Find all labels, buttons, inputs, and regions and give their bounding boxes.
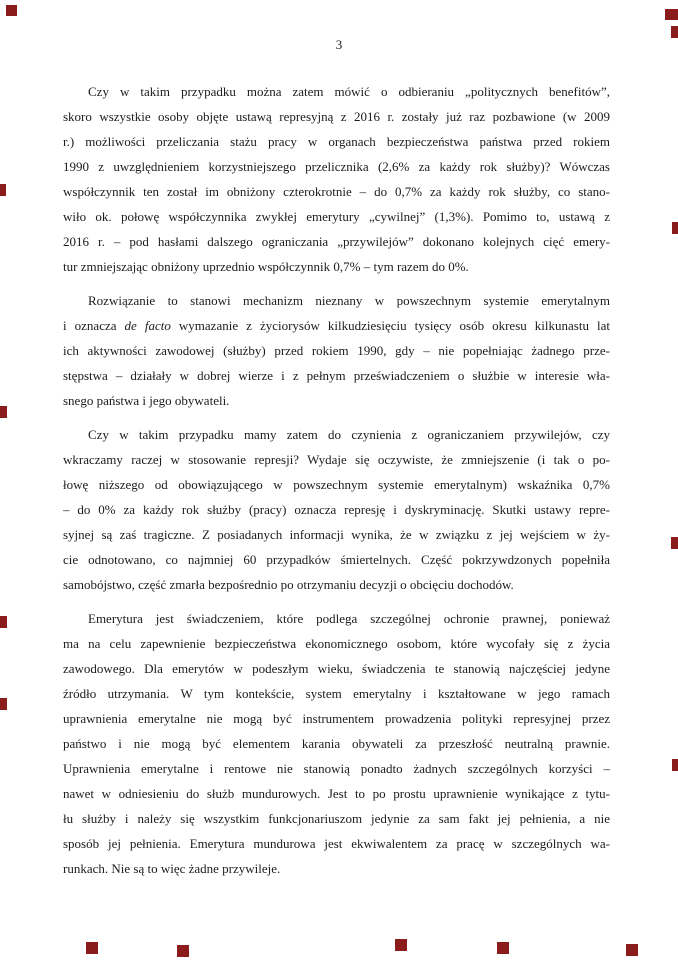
text-line: runkach. Nie są to więc żadne przywileje. (63, 861, 281, 876)
text-line: źródło utrzymania. W tym kontekście, system emerytalny i kształtowane w jego ramach (63, 686, 610, 701)
text-line: syjnej są zaś tragiczne. Z posiadanych informacji wynika, że w związku z jej wejściem w ży- (63, 527, 610, 542)
red-marker (672, 759, 678, 771)
text-line: samobójstwo, część zmarła bezpośrednio po otrzymaniu decyzji o obcięciu dochodów. (63, 577, 514, 592)
text-line: r.) możliwości przeliczania stażu pracy w organach bezpieczeństwa państwa przed rokiem (63, 134, 610, 149)
text-line: Uprawnienia emerytalne i rentowe nie stanowią ponadto żadnych szczególnych korzyści – (63, 761, 610, 776)
red-marker (497, 942, 509, 954)
paragraph (63, 288, 610, 413)
text-line: Emerytura jest świadczeniem, które podlega szczególnej ochronie prawnej, ponieważ (88, 611, 610, 626)
red-marker (671, 26, 678, 38)
red-marker (86, 942, 98, 954)
text-line: zawodowego. Dla emerytów w podeszłym wieku, świadczenia te stanowią najczęściej jedyne (63, 661, 610, 676)
text-segment: i oznacza (63, 318, 125, 333)
red-marker (0, 406, 7, 418)
text-line: 2016 r. – pod hasłami dalszego ograniczania „przywilejów” dokonano kolejnych cięć emery- (63, 234, 610, 249)
text-line (63, 313, 610, 338)
paragraph (63, 79, 610, 279)
text-line: – do 0% za każdy rok służby (pracy) oznacza represję i dyskryminację. Skutki ustawy repre- (63, 502, 610, 517)
text-line: państwo i nie mogą być elementem karania obywateli za przeszłość neutralną prawnie. (63, 736, 610, 751)
text-line: wiło ok. połowę współczynnika zwykłej emerytury „cywilnej” (1,3%). Pomimo to, ustawą z (63, 209, 610, 224)
paragraph (63, 422, 610, 597)
page-number: 3 (335, 37, 343, 52)
text-line: wkraczamy raczej w stosowanie represji? Wydaje się oczywiste, że zmniejszenie (i tak o po- (63, 452, 610, 467)
red-marker (0, 616, 7, 628)
red-marker (395, 939, 407, 951)
paragraph (63, 606, 610, 881)
text-line: cie odnotowano, co najmniej 60 przypadków śmiertelnych. Część pokrzywdzonych popełniła (63, 552, 610, 567)
red-marker (0, 698, 7, 710)
text-line: ich aktywności zawodowej (służby) przed rokiem 1990, gdy – nie popełniając żadnego prze- (63, 343, 610, 358)
red-marker (6, 5, 17, 16)
red-marker (177, 945, 189, 957)
text-line: Czy w takim przypadku można zatem mówić o odbieraniu „politycznych benefitów”, (88, 84, 610, 99)
text-line: uprawnienia emerytalne nie mogą być instrumentem prowadzenia polityki represyjnej przez (63, 711, 610, 726)
text-line: skoro wszystkie osoby objęte ustawą represyjną z 2016 r. zostały już raz pozbawione (w 2009 (63, 109, 610, 124)
text-line: snego państwa i jego obywateli. (63, 393, 230, 408)
text-line: łu służby i należy się wszystkim funkcjonariuszom jedynie za sam fakt jej pełnienia, a nie (63, 811, 610, 826)
red-marker (671, 537, 678, 549)
text-line: stępstwa – działały w dobrej wierze i z pełnym przeświadczeniem o służbie w interesie wła- (63, 368, 610, 383)
red-marker (626, 944, 638, 956)
italic-text: de facto (124, 318, 171, 333)
text-line: Rozwiązanie to stanowi mechanizm nieznany w powszechnym systemie emerytalnym (88, 293, 610, 308)
red-marker (665, 9, 678, 20)
text-line: Czy w takim przypadku mamy zatem do czynienia z ograniczaniem przywilejów, czy (88, 427, 610, 442)
red-marker (0, 184, 6, 196)
document-body (63, 79, 610, 881)
red-marker (672, 222, 678, 234)
text-line: tur zmniejszając obniżony uprzednio współczynnik 0,7% – tym razem do 0%. (63, 259, 469, 274)
text-line: 1990 z uwzględnieniem korzystniejszego przelicznika (2,6% za każdy rok służby)? Wówczas (63, 159, 610, 174)
text-line: sposób jej pełnienia. Emerytura mundurowa jest ekwiwalentem za pracę w szczególnych wa- (63, 836, 610, 851)
text-line: nawet w odniesieniu do służb mundurowych. Jest to po prostu uprawnienie wynikające z tytu- (63, 786, 610, 801)
text-segment: wymazanie z życiorysów kilkudziesięciu tysięcy osób okresu kilkunastu lat (170, 318, 610, 333)
text-line: łowę niższego od obowiązującego w powszechnym systemie emerytalnym) wskaźnika 0,7% (63, 477, 610, 492)
text-line: ma na celu zapewnienie bezpieczeństwa ekonomicznego osobom, które wycofały się z życia (63, 636, 610, 651)
text-line: współczynnik ten został im obniżony czterokrotnie – do 0,7% za każdy rok służby, co stano- (63, 184, 610, 199)
